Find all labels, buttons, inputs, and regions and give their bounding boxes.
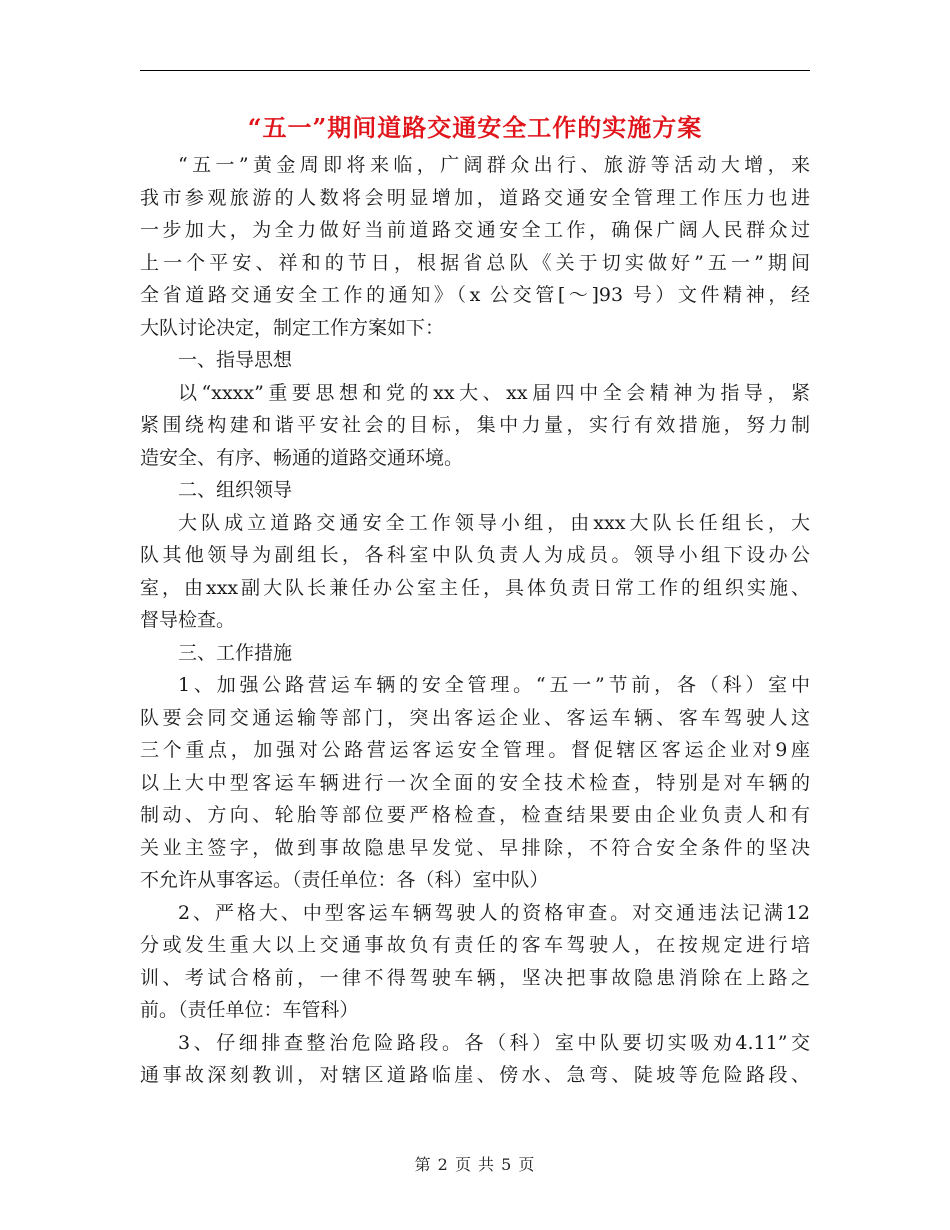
body-line: 一步加大，为全力做好当前道路交通安全工作，确保广阔人民群众过: [140, 219, 810, 241]
section-heading: 一、指导思想: [178, 349, 293, 371]
page-number: 第 2 页 共 5 页: [414, 1155, 536, 1174]
body-line: 1、加强公路营运车辆的安全管理。“五一”节前，各（科）室中: [178, 674, 810, 696]
body-line: 大队讨论决定，制定工作方案如下：: [140, 316, 445, 339]
body-line: 通事故深刻教训，对辖区道路临崖、傍水、急弯、陡坡等危险路段、: [140, 1064, 810, 1086]
body-line: 前。（责任单位：车管科）: [140, 999, 359, 1021]
body-line: 以“xxxx”重要思想和党的xx大、xx届四中全会精神为指导，紧: [178, 381, 810, 404]
body-line: 我市参观旅游的人数将会明显增加，道路交通安全管理工作压力也进: [140, 186, 810, 209]
body-line: “五一”黄金周即将来临，广阔群众出行、旅游等活动大增，来: [178, 154, 810, 176]
body-line: 紧围绕构建和谐平安社会的目标，集中力量，实行有效措施，努力制: [140, 414, 810, 436]
body-line: 3、仔细排查整治危险路段。各（科）室中队要切实吸劝4.11”交: [178, 1031, 810, 1054]
section-heading: 二、组织领导: [178, 479, 293, 501]
body-line: 大队成立道路交通安全工作领导小组，由xxx大队长任组长，大: [178, 511, 810, 534]
body-line: 全省道路交通安全工作的通知》（x 公交管[～]93 号）文件精神，经: [140, 284, 810, 306]
body-line: 上一个平安、祥和的节日，根据省总队《关于切实做好”五一”期间: [140, 251, 810, 274]
body-line: 训、考试合格前，一律不得驾驶车辆，坚决把事故隐患消除在上路之: [140, 966, 810, 989]
body-line: 三个重点，加强对公路营运客运安全管理。督促辖区客运企业对9座: [140, 739, 810, 761]
body-line: 关业主签字，做到事故隐患早发觉、早排除，不符合安全条件的坚决: [140, 836, 810, 859]
header-rule: [140, 70, 810, 71]
document-body: [140, 149, 810, 1092]
body-line: 分或发生重大以上交通事故负有责任的客车驾驶人，在按规定进行培: [140, 934, 810, 956]
body-line: 造安全、有序、畅通的道路交通环境。: [140, 446, 464, 469]
body-line: 2、严格大、中型客运车辆驾驶人的资格审查。对交通违法记满12: [178, 901, 810, 924]
body-line: 室，由xxx副大队长兼任办公室主任，具体负责日常工作的组织实施、: [140, 576, 810, 599]
body-line: 不允许从事客运。（责任单位：各（科）室中队）: [140, 869, 549, 891]
body-line: 以上大中型客运车辆进行一次全面的安全技术检查，特别是对车辆的: [140, 771, 810, 794]
body-line: 队其他领导为副组长，各科室中队负责人为成员。领导小组下设办公: [140, 544, 810, 566]
document-title: “五一”期间道路交通安全工作的实施方案: [247, 113, 703, 142]
body-line: 督导检查。: [140, 609, 236, 631]
body-line: 制动、方向、轮胎等部位要严格检查，检查结果要由企业负责人和有: [140, 804, 810, 826]
section-heading: 三、工作措施: [178, 641, 293, 664]
body-line: 队要会同交通运输等部门，突出客运企业、客运车辆、客车驾驶人这: [140, 706, 810, 729]
